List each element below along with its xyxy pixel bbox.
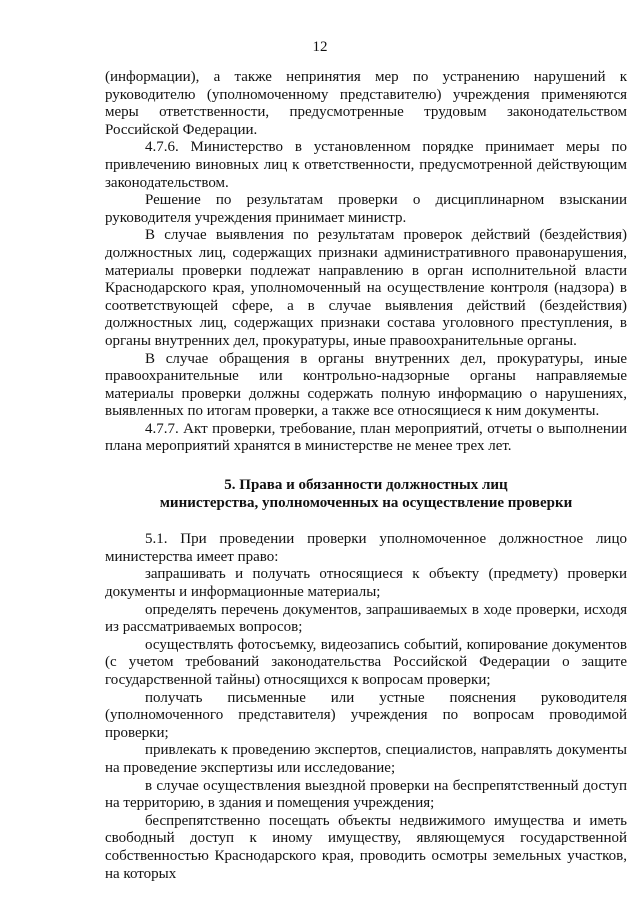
paragraph: 4.7.6. Министерство в установленном порядке принимает меры по привлечению виновных лиц к ответственности, предусмотренной действующим законодательством. bbox=[105, 139, 627, 191]
paragraph: получать письменные или устные пояснения руководителя (уполномоченного представителя) учреждения по вопросам проводимой проверки; bbox=[105, 689, 627, 741]
paragraph: Решение по результатам проверки о дисциплинарном взыскании руководителя учреждения принимает министр. bbox=[105, 192, 627, 226]
paragraph: осуществлять фотосъемку, видеозапись событий, копирование документов (с учетом требований законодательства Российской Федерации о защите государственной тайны) относящихся к вопросам проверки; bbox=[105, 636, 627, 688]
paragraph: определять перечень документов, запрашиваемых в ходе проверки, исходя из рассматриваемых вопросов; bbox=[105, 601, 627, 636]
section-heading-line-2: министерства, уполномоченных на осуществление проверки bbox=[159, 494, 573, 511]
paragraph: В случае выявления по результатам проверок действий (бездействия) должностных лиц, содержащих признаки административного правонарушения, материалы проверки подлежат направлению в орган исполнительной власти Краснодарского края, уполномоченный на осуществление контроля (надзора) в соответствующей сфере, а в случае выявления действий (бездействия) должностных лиц, содержащих признаки состава уголовного преступления, в органы внутренних дел, прокуратуры, иные правоохранительные органы. bbox=[105, 227, 627, 349]
paragraph: 4.7.7. Акт проверки, требование, план мероприятий, отчеты о выполнении плана мероприятий хранятся в министерстве не менее трех лет. bbox=[105, 420, 627, 455]
section-heading bbox=[105, 477, 627, 512]
paragraphs-after-section bbox=[105, 531, 627, 883]
section-heading-line-1: 5. Права и обязанности должностных лиц bbox=[224, 477, 508, 494]
page-number: 12 bbox=[312, 39, 328, 55]
paragraph: беспрепятственно посещать объекты недвижимого имущества и иметь свободный доступ к иному имуществу, являющемуся государственной собственностью Краснодарского края, проводить осмотры земельных участков, на которых bbox=[105, 812, 627, 882]
paragraph: (информации), а также непринятия мер по устранению нарушений к руководителю (уполномоченному представителю) учреждения применяются меры ответственности, предусмотренные трудовым законодательством Российской Федерации. bbox=[105, 69, 627, 138]
paragraph: 5.1. При проведении проверки уполномоченное должностное лицо министерства имеет право: bbox=[105, 531, 627, 565]
paragraph: в случае осуществления выездной проверки на беспрепятственный доступ на территорию, в здания и помещения учреждения; bbox=[105, 777, 627, 812]
page-content bbox=[105, 69, 627, 883]
paragraphs-before-section bbox=[105, 69, 627, 456]
paragraph: В случае обращения в органы внутренних дел, прокуратуры, иные правоохранительные или контрольно-надзорные органы направляемые материалы проверки должны содержать полную информацию о нарушениях, выявленных по итогам проверки, а также все относящиеся к ним документы. bbox=[105, 350, 627, 420]
paragraph: привлекать к проведению экспертов, специалистов, направлять документы на проведение экспертизы или исследование; bbox=[105, 742, 627, 776]
paragraph: запрашивать и получать относящиеся к объекту (предмету) проверки документы и информационные материалы; bbox=[105, 566, 627, 601]
